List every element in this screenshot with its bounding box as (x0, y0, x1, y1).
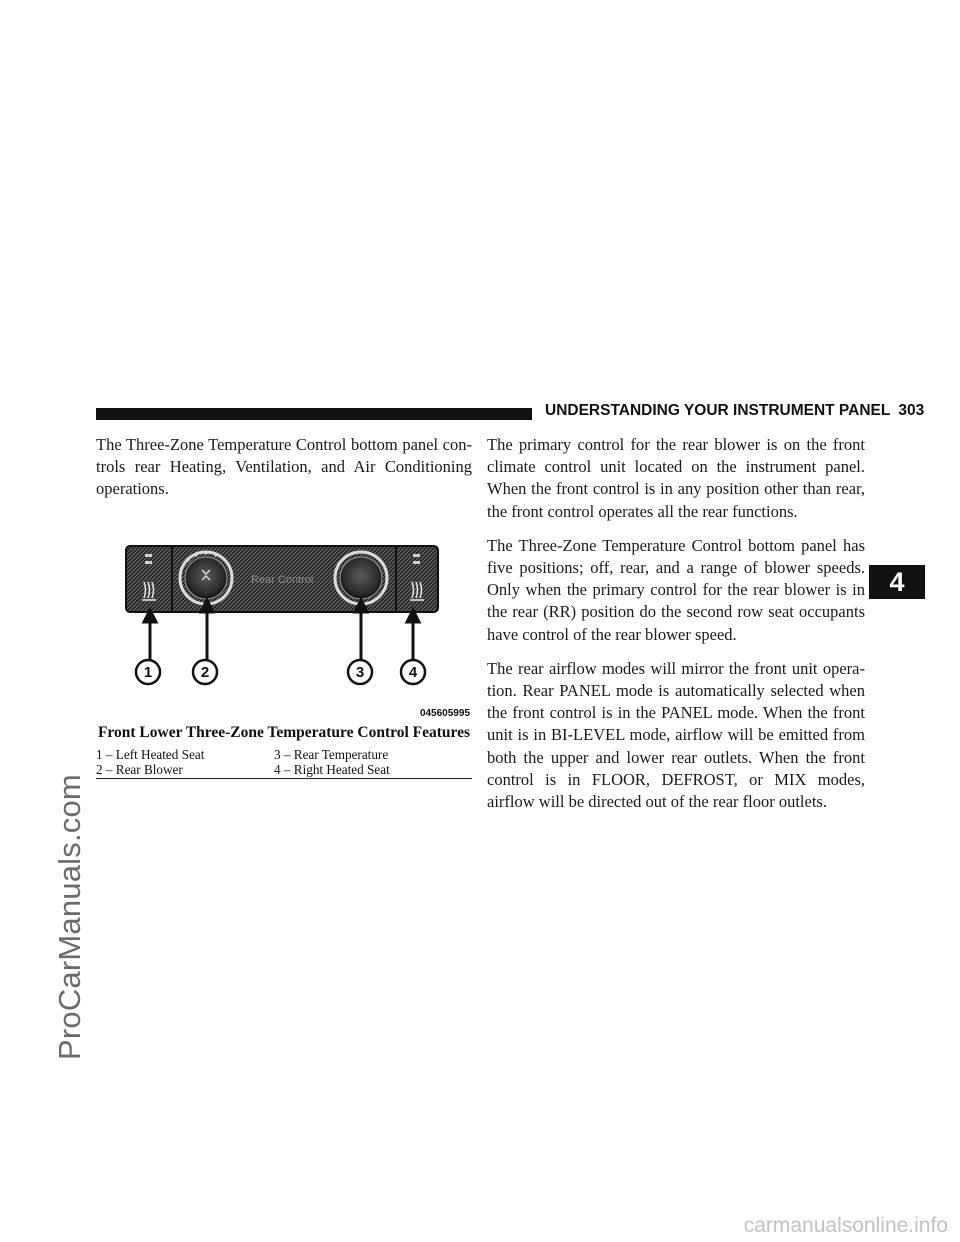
bottom-watermark: carmanualsonline.info (743, 1214, 948, 1237)
body-paragraph: The rear airflow modes will mirror the front unit opera-tion. Rear PANEL mode is automatically selected when the front control is in the PANEL mode. When the front unit is in BI-LEVEL mode, airflow will be emitted from both the upper and lower rear outlets. When the front control is in FLOOR, DEFROST, or MIX modes, airflow will be directed out of the rear floor outlets. (487, 658, 865, 812)
callout-4: 4 (408, 664, 418, 681)
intro-paragraph: The Three-Zone Temperature Control bottom panel con-trols rear Heating, Ventilation, and Air Conditioning operations. (96, 435, 472, 499)
right-column (487, 434, 865, 825)
control-panel-figure (96, 540, 472, 719)
figure-id: 045605995 (419, 708, 470, 719)
body-paragraph: The primary control for the rear blower is on the front climate control unit located on the instrument panel. When the front control is in any position other than rear, the front control operates all the rear functions. (487, 435, 865, 521)
callout-1: 1 (143, 664, 153, 681)
section-title: UNDERSTANDING YOUR INSTRUMENT PANEL (545, 402, 891, 419)
left-column (96, 434, 472, 513)
legend-item: 4 – Right Heated Seat (274, 762, 390, 777)
legend-row (96, 747, 472, 762)
callout-2: 2 (200, 664, 210, 681)
legend-item: 2 – Rear Blower (96, 762, 183, 777)
legend-item: 1 – Left Heated Seat (96, 747, 205, 762)
body-paragraph: The Three-Zone Temperature Control bottom panel has five positions; off, rear, and a range of blower speeds. Only when the primary control for the rear blower is in the rear (RR) position do the second row seat occupants have control of the rear blower speed. (487, 535, 865, 644)
side-watermark: ProCarManuals.com (52, 774, 87, 1060)
legend-item: 3 – Rear Temperature (274, 747, 389, 762)
header-rule (96, 408, 532, 420)
callout-3: 3 (355, 664, 365, 681)
figure-caption: Front Lower Three-Zone Temperature Control Features (97, 724, 471, 741)
page-number: 303 (898, 402, 925, 419)
control-panel-illustration (96, 540, 472, 716)
running-header (545, 402, 924, 420)
figure-legend (96, 747, 472, 779)
chapter-tab: 4 (869, 565, 925, 599)
panel-label: Rear Control (251, 574, 314, 586)
legend-row (96, 762, 472, 777)
